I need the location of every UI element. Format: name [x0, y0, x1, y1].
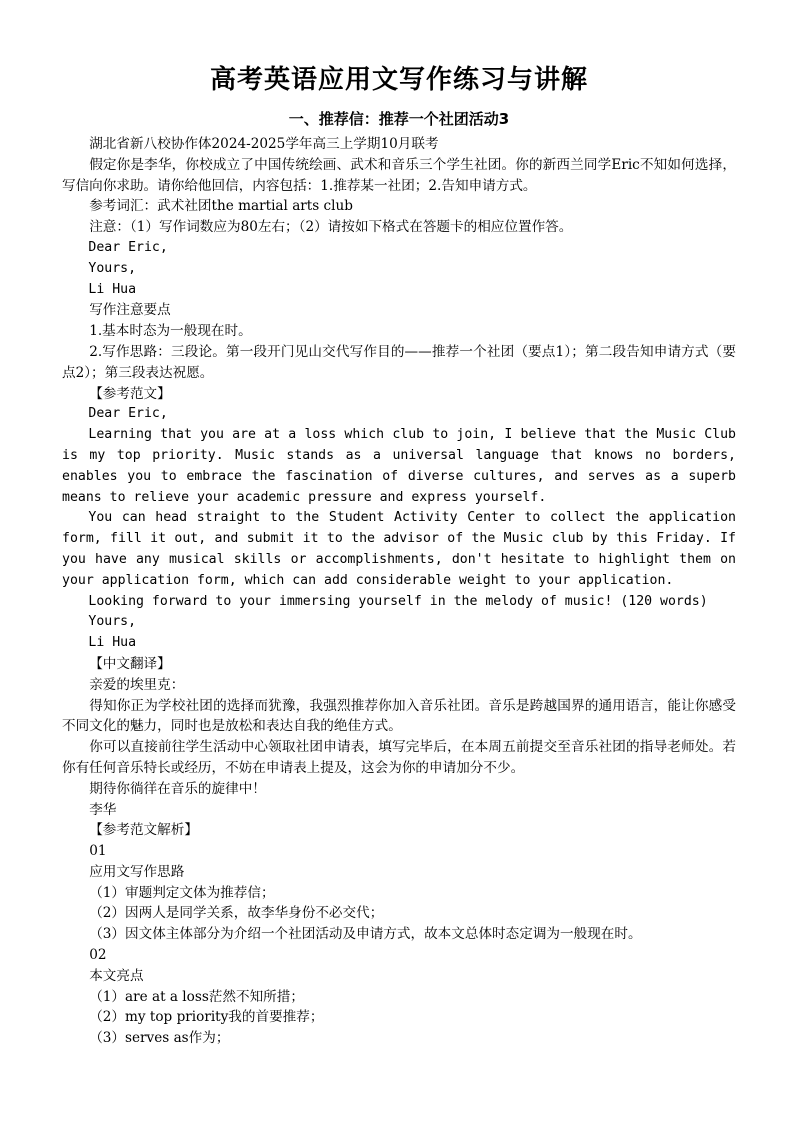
- essay-paragraph-1: Learning that you are at a loss which club to join, I believe that the Music Club is my top priority. Music stands as a universal language that knows no borders, enables you to embrace the fascination of diverse cultures, and serves as a superb means to relieve your academic pressure and express yourself.: [62, 427, 736, 505]
- essay-paragraph-3: Looking forward to your immersing yourself in the melody of music! (120 words): [88, 593, 708, 609]
- analysis-heading: 【参考范文解析】: [89, 822, 198, 839]
- analysis-item: （1）审题判定文体为推荐信；: [89, 884, 275, 901]
- essay-closing: Yours,: [88, 614, 137, 630]
- tip-structure: 2.写作思路：三段论。第一段开门见山交代写作目的——推荐一个社团（要点1）；第二段告知申请方式（要点2）；第三段表达祝愿。: [62, 343, 736, 381]
- translation-paragraph-2: 你可以直接前往学生活动中心领取社团申请表，填写完毕后，在本周五前提交至音乐社团的指导老师处。若你有任何音乐特长或经历，不妨在申请表上提及，这会为你的申请加分不少。: [62, 739, 736, 776]
- essay-salutation: Dear Eric,: [88, 406, 168, 422]
- essay-paragraph-2: You can head straight to the Student Activity Center to collect the application form, fill it out, and submit it to the advisor of the Music club by this Friday. If you have any musical skills or accomplishments, don't hesitate to highlight them on your application form, which can add considerable weight to your application.: [62, 510, 736, 588]
- document-title: 高考英语应用文写作练习与讲解: [209, 65, 588, 95]
- analysis-item: （3）因文体主体部分为介绍一个社团活动及申请方式，故本文总体时态定调为一般现在时。: [89, 926, 642, 943]
- section-heading: 一、推荐信：推荐一个社团活动3: [288, 110, 510, 128]
- highlight-item: （2）my top priority我的首要推荐；: [89, 1009, 324, 1026]
- exam-source: 湖北省新八校协作体2024-2025学年高三上学期10月联考: [89, 136, 439, 152]
- format-closing: Yours,: [88, 260, 137, 276]
- analysis-subheading-approach: 应用文写作思路: [89, 863, 185, 880]
- translation-heading: 【中文翻译】: [89, 655, 171, 672]
- model-essay-heading: 【参考范文】: [89, 385, 171, 402]
- format-signature: Li Hua: [88, 281, 137, 297]
- tip-tense: 1.基本时态为一般现在时。: [89, 323, 252, 340]
- analysis-number-02: 02: [89, 947, 107, 964]
- analysis-number-01: 01: [89, 843, 107, 860]
- writing-note: 注意：（1）写作词数应为80左右；（2）请按如下格式在答题卡的相应位置作答。: [89, 219, 573, 236]
- reference-vocab: 参考词汇：武术社团the martial arts club: [89, 198, 353, 215]
- task-prompt: 假定你是李华，你校成立了中国传统绘画、武术和音乐三个学生社团。你的新西兰同学Eric不知如何选择，写信向你求助。请你给他回信，内容包括：1.推荐某一社团；2.告知申请方式。: [62, 156, 736, 194]
- tips-heading: 写作注意要点: [89, 302, 171, 319]
- analysis-item: （2）因两人是同学关系，故李华身份不必交代；: [89, 905, 384, 922]
- translation-paragraph-1: 得知你正为学校社团的选择而犹豫，我强烈推荐你加入音乐社团。音乐是跨越国界的通用语言，能让你感受不同文化的魅力，同时也是放松和表达自我的绝佳方式。: [62, 697, 736, 735]
- highlight-item: （3）serves as作为；: [89, 1030, 230, 1047]
- highlight-item: （1）are at a loss茫然不知所措；: [89, 988, 304, 1005]
- translation-signature: 李华: [89, 801, 117, 818]
- translation-salutation: 亲爱的埃里克：: [89, 676, 185, 693]
- essay-signature: Li Hua: [88, 635, 137, 651]
- format-salutation: Dear Eric,: [88, 239, 168, 255]
- analysis-subheading-highlights: 本文亮点: [89, 967, 144, 984]
- translation-paragraph-3: 期待你徜徉在音乐的旋律中！: [89, 780, 266, 797]
